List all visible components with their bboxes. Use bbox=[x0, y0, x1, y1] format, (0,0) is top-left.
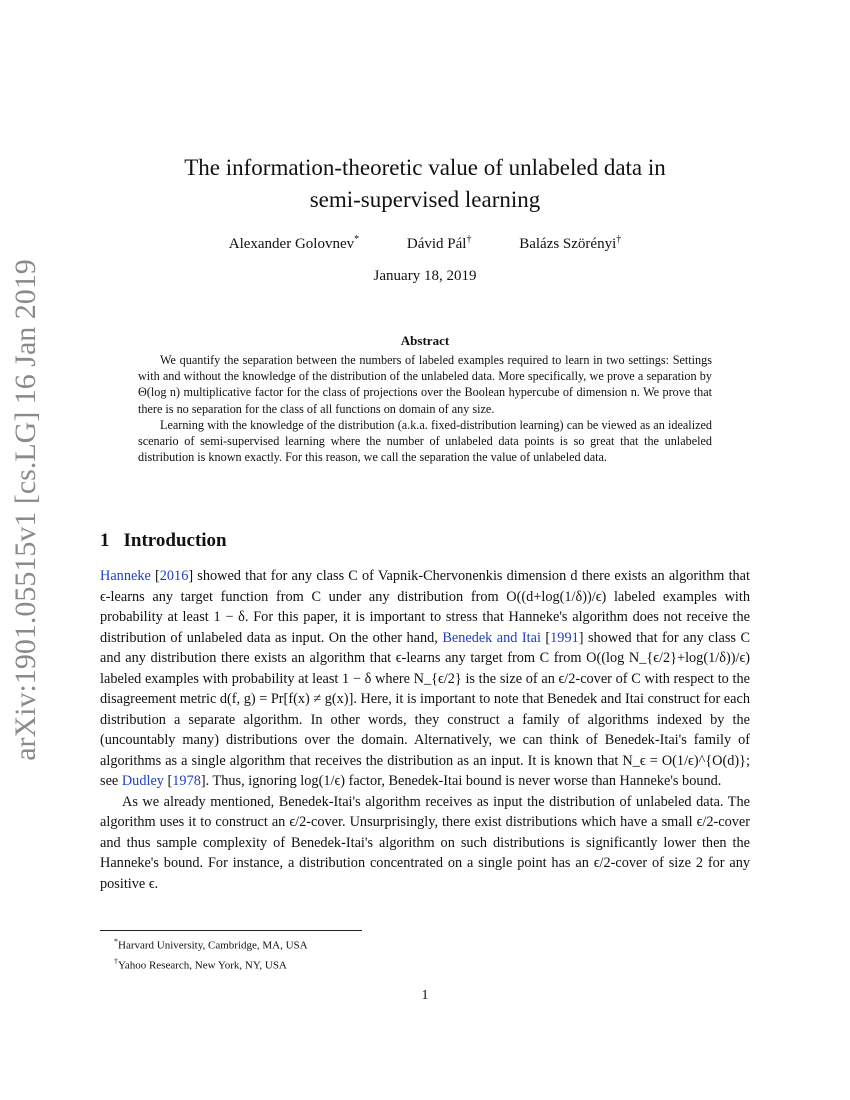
citation-link-dudley[interactable]: Dudley bbox=[121, 773, 164, 789]
paper-date: January 18, 2019 bbox=[373, 268, 477, 284]
section-heading-introduction bbox=[100, 530, 227, 552]
introduction-body bbox=[100, 566, 750, 894]
author-pal: Dávid Pál† bbox=[406, 234, 472, 252]
footnote-1: *Harvard University, Cambridge, MA, USA bbox=[114, 937, 308, 952]
abstract-body bbox=[138, 352, 712, 465]
citation-year-dudley[interactable]: 1978 bbox=[172, 773, 201, 789]
citation-year-benedek-itai[interactable]: 1991 bbox=[550, 629, 579, 646]
title-line-2: semi-supervised learning bbox=[309, 187, 541, 212]
arxiv-identifier: arXiv:1901.05515v1 [cs.LG] 16 Jan 2019 bbox=[9, 259, 42, 761]
abstract-paragraph-2: Learning with the knowledge of the distribution (a.k.a. fixed-distribution learning) can be viewed as an idealized scenario of semi-supervised learning where the number of unlabeled data points is so great that the unlabeled distribution is known exactly. For this reason, we call the separation the value of unlabeled data. bbox=[138, 417, 712, 465]
author-szorenyi: Balázs Szörényi† bbox=[519, 234, 622, 252]
author-golovnev: Alexander Golovnev* bbox=[228, 234, 360, 252]
footnote-divider bbox=[100, 930, 362, 931]
paper-title bbox=[100, 152, 750, 216]
footnote-2: †Yahoo Research, New York, NY, USA bbox=[114, 956, 287, 972]
author-list bbox=[100, 234, 750, 253]
arxiv-stamp bbox=[4, 259, 48, 761]
title-line-1: The information-theoretic value of unlabeled data in bbox=[184, 155, 666, 180]
abstract-paragraph-1: We quantify the separation between the numbers of labeled examples required to learn in two settings: Settings with and without the knowledge of the distribution of the unlabeled data. More specifically, we prove a separation by Θ(log n) multiplicative factor for the class of projections over the Boolean hypercube of dimension n. We prove that there is no separation for the class of all functions on domain of any size. bbox=[138, 353, 712, 416]
citation-year-hanneke[interactable]: 2016 bbox=[159, 568, 189, 584]
section-number: 1 bbox=[100, 530, 110, 551]
abstract-heading: Abstract bbox=[400, 333, 450, 348]
page-number: 1 bbox=[421, 988, 429, 1003]
intro-paragraph-1: Hanneke [2016] showed that for any class C of Vapnik-Chervonenkis dimension d there exists an algorithm that ϵ-learns any target function from C under any distribution from O((d+log(1/δ))/ϵ) labeled examples with probability at least 1 − δ. For this paper, it is important to stress that Hanneke's algorithm does not receive the distribution of unlabeled data as input. On the other hand, Benedek and Itai [1991] showed that for any class C and any distribution there exists an algorithm that ϵ-learns any target from C from O((log N_{ϵ/2}+log(1/δ))/ϵ) labeled examples with probability at least 1 − δ where N_{ϵ/2} is the size of an ϵ/2-cover of C with respect to the disagreement metric d(f, g) = Pr[f(x) ≠ g(x)]. Here, it is important to note that Benedek and Itai construct for each distribution a separate algorithm. In other words, they construct a family of algorithms indexed by the (uncountably many) distributions over the domain. Alternatively, we can think of Benedek-Itai's family of algorithms as a single algorithm that receives the distribution as an input. It is known that N_ϵ = O(1/ϵ)^{O(d)}; see Dudley [1978]. Thus, ignoring log(1/ϵ) factor, Benedek-Itai bound is never worse than Hanneke's bound. bbox=[100, 568, 751, 789]
citation-link-hanneke[interactable]: Hanneke bbox=[100, 568, 151, 584]
footnotes bbox=[114, 934, 308, 973]
section-title: Introduction bbox=[123, 530, 227, 551]
intro-paragraph-2: As we already mentioned, Benedek-Itai's algorithm receives as input the distribution of unlabeled data. The algorithm uses it to construct an ϵ/2-cover. Unsurprisingly, there exist distributions which have a small ϵ/2-cover and thus sample complexity of Benedek-Itai's algorithm on such distributions is significantly lower then the Hanneke's bound. For instance, a distribution concentrated on a single point has an ϵ/2-cover of size 2 for any positive ϵ. bbox=[100, 793, 750, 892]
citation-link-benedek-itai[interactable]: Benedek and Itai bbox=[442, 629, 541, 646]
